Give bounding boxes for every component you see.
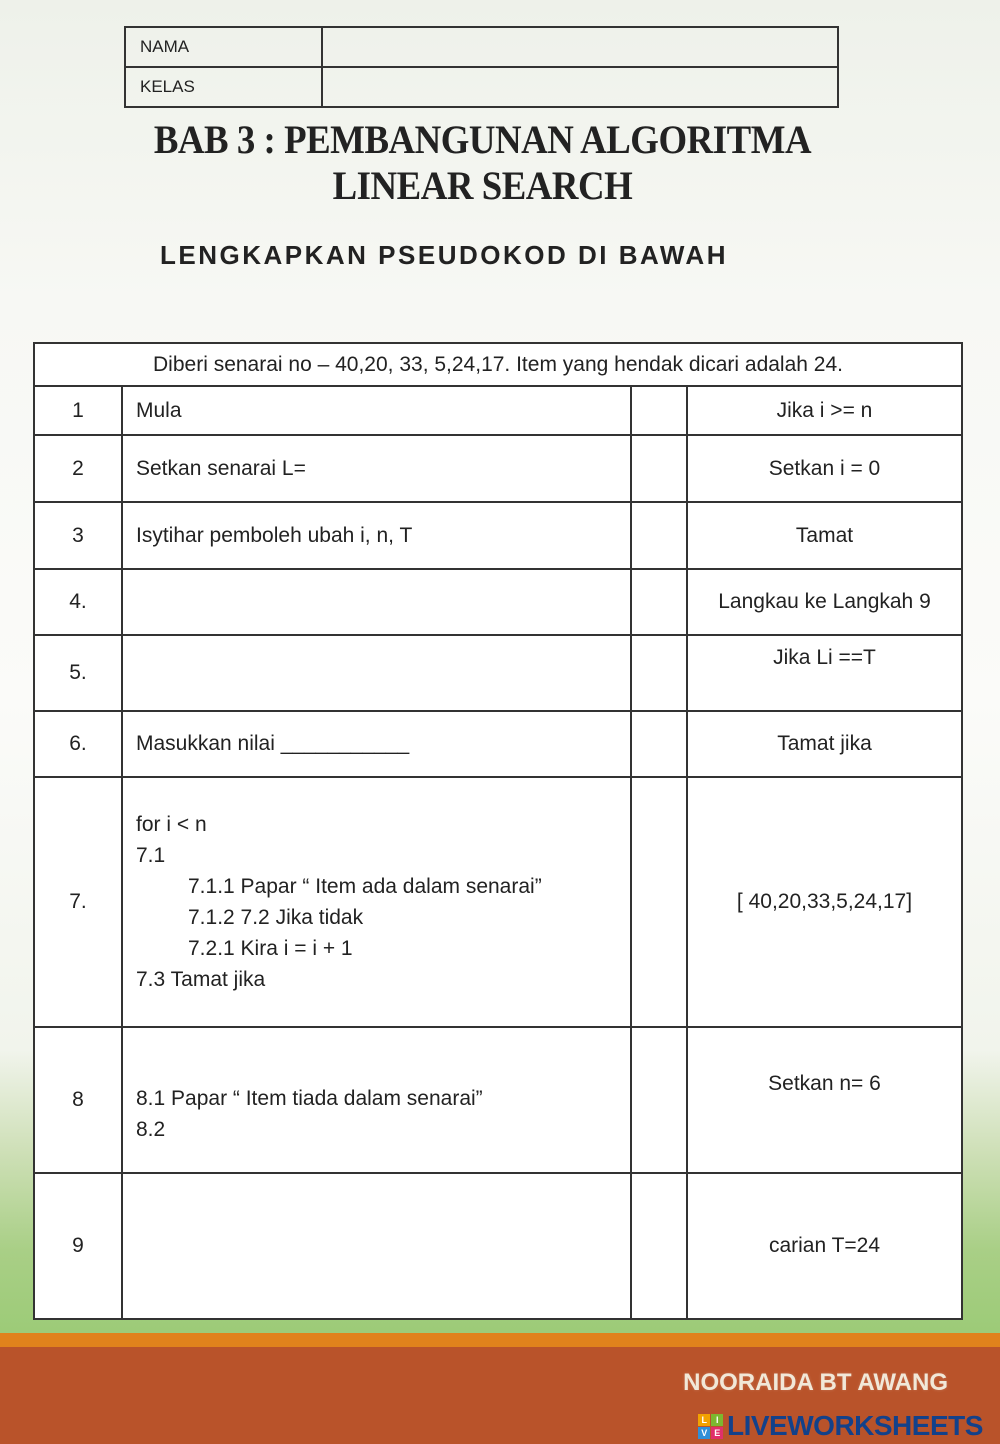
page-title-line2: LINEAR SEARCH [332, 163, 633, 208]
step-code [122, 777, 631, 1027]
table-row [34, 1173, 962, 1319]
answer-drop-zone[interactable] [631, 435, 687, 502]
answer-drop-zone[interactable] [631, 1027, 687, 1173]
answer-option[interactable]: Tamat [687, 502, 962, 569]
step-blank[interactable] [122, 569, 631, 635]
question-header: Diberi senarai no – 40,20, 33, 5,24,17. Item yang hendak dicari adalah 24. [34, 343, 962, 386]
answer-drop-zone[interactable] [631, 502, 687, 569]
code-line: 7.3 Tamat jika [136, 968, 266, 991]
logo-letter: L [698, 1414, 710, 1426]
step-blank[interactable] [122, 635, 631, 711]
name-label: NAMA [125, 27, 322, 67]
row-number: 7. [34, 777, 122, 1027]
answer-drop-zone[interactable] [631, 386, 687, 435]
answer-drop-zone[interactable] [631, 777, 687, 1027]
row-number: 8 [34, 1027, 122, 1173]
answer-option[interactable]: [ 40,20,33,5,24,17] [687, 777, 962, 1027]
code-line: 8.1 Papar “ Item tiada dalam senarai” [136, 1087, 483, 1110]
liveworksheets-icon [698, 1414, 723, 1439]
table-row [34, 1027, 962, 1173]
logo-letter: V [698, 1427, 710, 1439]
answer-option[interactable]: Jika Li ==T [687, 635, 962, 711]
code-line: 7.1 [136, 844, 166, 867]
row-number: 3 [34, 502, 122, 569]
table-row [34, 635, 962, 711]
step-text: Isytihar pemboleh ubah i, n, T [122, 502, 631, 569]
table-row [34, 569, 962, 635]
page-title: BAB 3 : PEMBANGUNAN ALGORITMA [153, 117, 812, 162]
table-row [34, 386, 962, 435]
row-number: 1 [34, 386, 122, 435]
answer-option[interactable]: Tamat jika [687, 711, 962, 777]
footer [0, 1347, 1000, 1444]
class-field[interactable] [322, 67, 838, 107]
code-line: 7.1.1 Papar “ Item ada dalam senarai” [188, 875, 542, 898]
footer-stripe [0, 1333, 1000, 1347]
row-number: 9 [34, 1173, 122, 1319]
step-blank[interactable] [122, 1173, 631, 1319]
answer-option[interactable]: Setkan i = 0 [687, 435, 962, 502]
step-code [122, 1027, 631, 1173]
step-text: Mula [122, 386, 631, 435]
code-line: 8.2 [136, 1118, 166, 1141]
table-row [34, 435, 962, 502]
step-text: Setkan senarai L= [122, 435, 631, 502]
row-number: 6. [34, 711, 122, 777]
pseudocode-table [33, 342, 963, 1320]
code-line: 7.2.1 Kira i = i + 1 [188, 937, 353, 960]
logo-letter: I [711, 1414, 723, 1426]
row-number: 4. [34, 569, 122, 635]
brand-text: LIVEWORKSHEETS [727, 1410, 983, 1441]
row-number: 5. [34, 635, 122, 711]
answer-drop-zone[interactable] [631, 711, 687, 777]
name-field[interactable] [322, 27, 838, 67]
answer-option[interactable]: carian T=24 [687, 1173, 962, 1319]
row-number: 2 [34, 435, 122, 502]
code-line: 7.1.2 7.2 Jika tidak [188, 906, 364, 929]
answer-drop-zone[interactable] [631, 1173, 687, 1319]
table-row [34, 777, 962, 1027]
answer-drop-zone[interactable] [631, 569, 687, 635]
liveworksheets-logo[interactable] [698, 1410, 983, 1442]
table-row [34, 711, 962, 777]
table-row [34, 502, 962, 569]
student-info-table [124, 26, 839, 108]
answer-option[interactable]: Langkau ke Langkah 9 [687, 569, 962, 635]
logo-letter: E [711, 1427, 723, 1439]
answer-drop-zone[interactable] [631, 635, 687, 711]
author-name: NOORAIDA BT AWANG [683, 1369, 948, 1396]
code-line: for i < n [136, 813, 207, 836]
class-label: KELAS [125, 67, 322, 107]
answer-option[interactable]: Jika i >= n [687, 386, 962, 435]
instruction: LENGKAPKAN PSEUDOKOD DI BAWAH [160, 240, 728, 270]
answer-option[interactable]: Setkan n= 6 [687, 1027, 962, 1173]
step-text: Masukkan nilai ___________ [122, 711, 631, 777]
